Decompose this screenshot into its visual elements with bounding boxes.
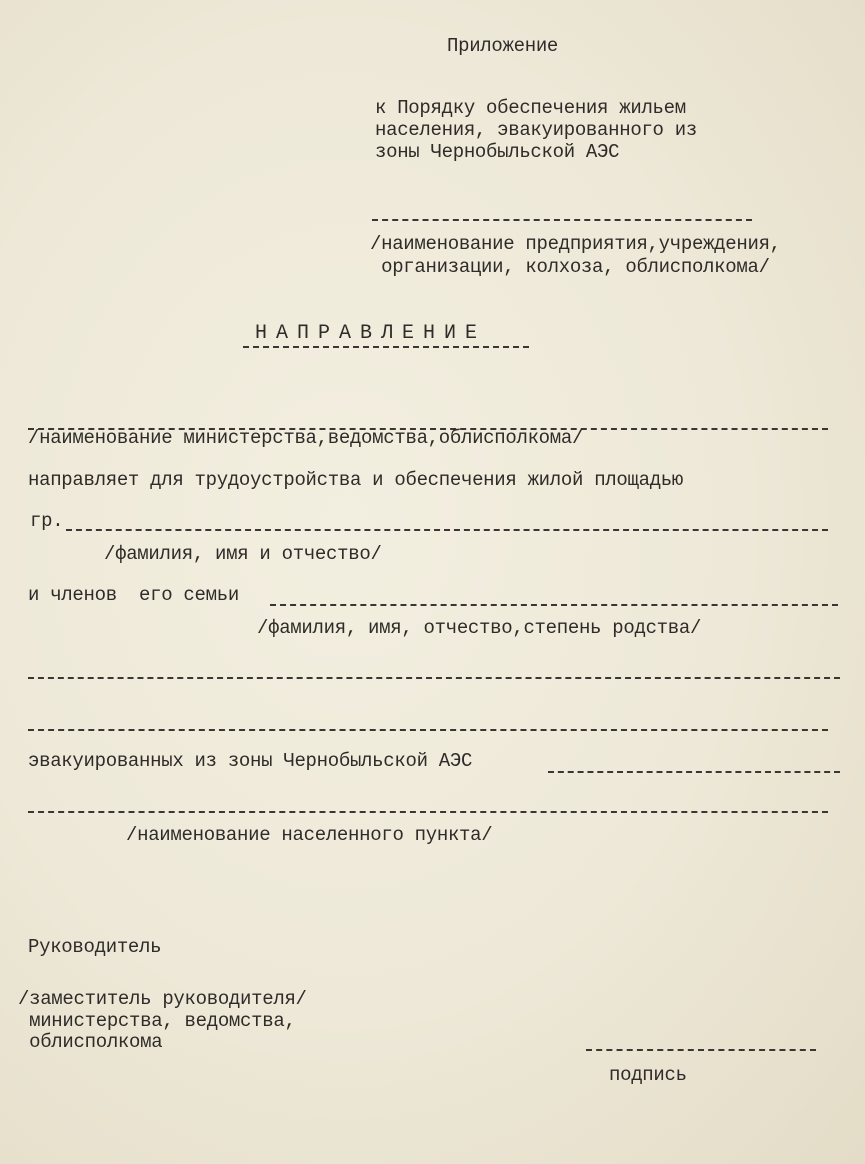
appendix-to-line-2: населения, эвакуированного из (375, 119, 697, 141)
family-prefix: и членов его семьи (28, 584, 239, 606)
citizen-name-caption: /фамилия, имя и отчество/ (104, 543, 382, 565)
family-members-field-3[interactable] (28, 729, 828, 731)
org-name-caption-2: организации, колхоза, облисполкома/ (370, 256, 770, 278)
appendix-to-line-3: зоны Чернобыльской АЭС (375, 141, 620, 163)
citizen-name-field[interactable] (66, 529, 828, 531)
directs-text: направляет для трудоустройства и обеспечения жилой площадью (28, 469, 684, 491)
appendix-to-line-1: к Порядку обеспечения жильем (375, 97, 686, 119)
settlement-caption: /наименование населенного пункта/ (126, 824, 493, 846)
family-members-field-2[interactable] (28, 677, 840, 679)
org-name-caption-1: /наименование предприятия,учреждения, (370, 233, 781, 255)
appendix-label: Приложение (447, 35, 559, 57)
family-members-caption: /фамилия, имя, отчество,степень родства/ (257, 617, 702, 639)
evacuated-text: эвакуированных из зоны Чернобыльской АЭС (28, 750, 473, 772)
deputy-line-1: /заместитель руководителя/ (18, 988, 307, 1010)
deputy-line-3: облисполкома (18, 1031, 163, 1053)
signature-field[interactable] (586, 1049, 816, 1051)
deputy-line-2: министерства, ведомства, (18, 1010, 296, 1032)
head-label: Руководитель (28, 936, 162, 958)
citizen-prefix: гр. (30, 510, 64, 532)
title-underline (243, 346, 529, 348)
ministry-name-caption: /наименование министерства,ведомства,облисполкома/ (28, 427, 584, 449)
org-name-field[interactable] (372, 219, 752, 221)
settlement-field-2[interactable] (28, 811, 828, 813)
signature-label: подпись (609, 1064, 687, 1086)
family-members-field[interactable] (270, 604, 838, 606)
settlement-field[interactable] (548, 771, 840, 773)
document-title: НАПРАВЛЕНИЕ (255, 322, 487, 345)
